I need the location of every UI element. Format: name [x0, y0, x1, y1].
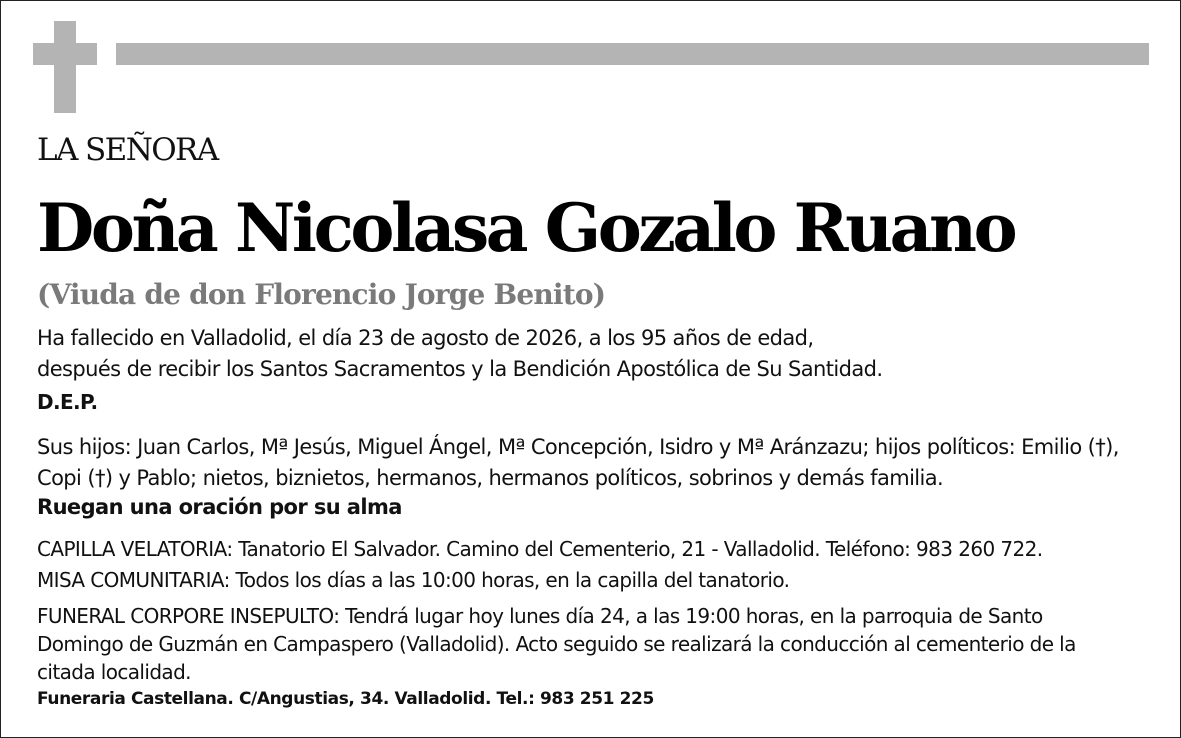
family-line-2: Copi (†) y Pablo; nietos, biznietos, hermanos, hermanos políticos, sobrinos y demás familia.: [37, 466, 944, 490]
family-list: [37, 432, 1119, 494]
cross-horizontal-bar: [33, 43, 97, 65]
rip-text: D.E.P.: [37, 390, 98, 414]
header-rule: [116, 43, 1149, 65]
mass-info: MISA COMUNITARIA: Todos los días a las 10:00 horas, en la capilla del tanatorio.: [37, 568, 790, 592]
funeral-line-2: Domingo de Guzmán en Campaspero (Valladolid). Acto seguido se realizará la conducción al cementerio de la: [37, 632, 1076, 656]
funeral-home-footer: Funeraria Castellana. C/Angustias, 34. Valladolid. Tel.: 983 251 225: [37, 689, 654, 709]
prayer-request: Ruegan una oración por su alma: [37, 495, 402, 519]
death-line-1: Ha fallecido en Valladolid, el día 23 de agosto de 2026, a los 95 años de edad,: [37, 326, 814, 350]
funeral-line-3: citada localidad.: [37, 660, 191, 684]
widow-of: (Viuda de don Florencio Jorge Benito): [37, 278, 606, 311]
honorific: LA SEÑORA: [37, 132, 218, 168]
funeral-info: [37, 602, 1076, 686]
death-line-2: después de recibir los Santos Sacramentos y la Bendición Apostólica de Su Santidad.: [37, 357, 883, 381]
chapel-info: CAPILLA VELATORIA: Tanatorio El Salvador. Camino del Cementerio, 21 - Valladolid. Teléfono: 983 260 722.: [37, 537, 1043, 561]
funeral-line-1: FUNERAL CORPORE INSEPULTO: Tendrá lugar hoy lunes día 24, a las 19:00 horas, en la parroquia de Santo: [37, 604, 1043, 628]
cross-vertical-bar: [54, 21, 76, 113]
deceased-name: Doña Nicolasa Gozalo Ruano: [37, 189, 1015, 267]
family-line-1: Sus hijos: Juan Carlos, Mª Jesús, Miguel Ángel, Mª Concepción, Isidro y Mª Aránzazu; hijos políticos: Emilio (†),: [37, 435, 1119, 459]
death-announcement: [37, 323, 882, 385]
cross-icon: [33, 21, 97, 113]
